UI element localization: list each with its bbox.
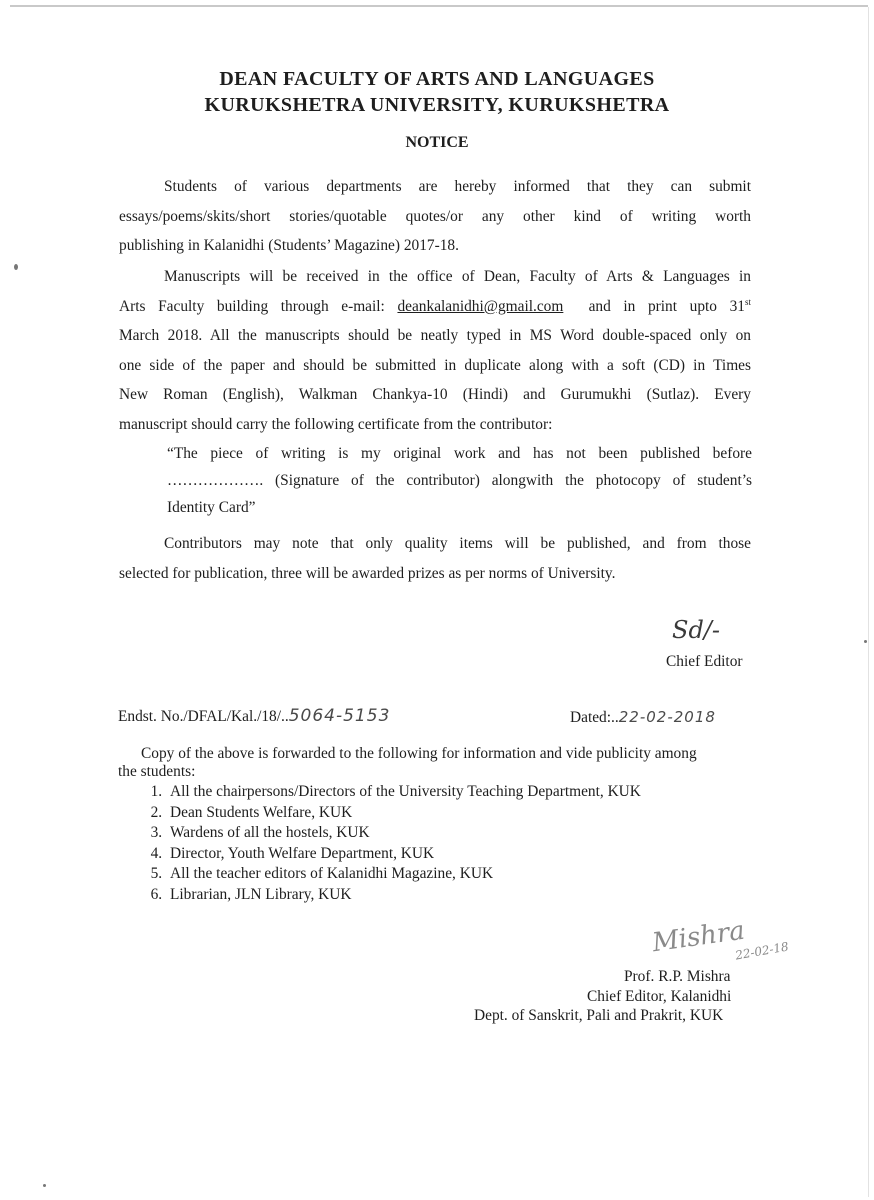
paragraph-2-line: manuscript should carry the following certificate from the contributor: [119,415,553,433]
paragraph-1-line: publishing in Kalanidhi (Students’ Magazine) 2017-18. [119,237,459,254]
handwritten-sd-mark: Sd/- [672,616,720,644]
paragraph-2-line [119,292,751,322]
paragraph-2-line: Manuscripts will be received in the office of Dean, Faculty of Arts & Languages in [164,268,751,285]
quote-line: Identity Card” [167,499,256,516]
chief-editor-label: Chief Editor [666,653,743,670]
paragraph-1 [119,172,751,261]
endorsement-label: Endst. No./DFAL/Kal./18/.. [118,708,289,725]
paragraph-3-line: Contributors may note that only quality items will be published, and from those [164,535,751,552]
deadline-text: and in print upto 31 [588,297,745,315]
forward-intro-line: Copy of the above is forwarded to the following for information and vide publicity among [141,745,697,762]
quote-line: “The piece of writing is my original work and has not been published before [167,445,752,462]
paragraph-2-line: March 2018. All the manuscripts should be neatly typed in MS Word double-spaced only on [119,327,751,344]
recipient-item: 3. Wardens of all the hostels, KUK [166,823,641,844]
university-heading: KURUKSHETRA UNIVERSITY, KURUKSHETRA [204,94,670,116]
paragraph-3 [119,529,751,588]
signatory-department: Dept. of Sanskrit, Pali and Prakrit, KUK [474,1007,724,1024]
paragraph-1-line: essays/poems/skits/short stories/quotable quotes/or any other kind of writing worth [119,207,751,225]
scan-top-edge [10,5,868,7]
quote-line: ………………. (Signature of the contributor) alongwith the photocopy of student’s [167,472,752,489]
dated-label: Dated:.. [570,709,619,726]
signatory-title: Chief Editor, Kalanidhi [587,988,732,1005]
dated-value: 22-02-2018 [618,708,716,726]
scan-right-edge [868,7,869,1197]
email-link[interactable]: deankalanidhi@gmail.com [397,297,564,315]
recipient-item: 4. Director, Youth Welfare Department, KUK [166,844,641,865]
paragraph-2 [119,262,751,439]
ordinal-suffix: st [744,296,751,307]
forward-intro-line: the students: [118,763,196,780]
paragraph-3-line: selected for publication, three will be awarded prizes as per norms of University. [119,564,616,582]
scan-speck [864,640,867,643]
recipient-list [118,782,641,905]
signatory-name: Prof. R.P. Mishra [624,968,731,985]
recipient-item: 6. Librarian, JLN Library, KUK [166,885,641,906]
signature-date: 22-02-18 [734,939,790,963]
recipient-item: 5. All the teacher editors of Kalanidhi Magazine, KUK [166,864,641,885]
endorsement-line [118,706,390,726]
paragraph-2-line: New Roman (English), Walkman Chankya-10 (Hindi) and Gurumukhi (Sutlaz). Every [119,386,751,403]
scan-speck [43,1184,46,1187]
handwritten-signature: Mishra [650,915,747,959]
dated-line [570,708,716,727]
email-intro: Arts Faculty building through e-mail: [119,297,385,315]
notice-title: NOTICE [405,134,469,151]
paragraph-1-line: Students of various departments are hereby informed that they can submit [164,178,751,195]
paragraph-2-line: one side of the paper and should be submitted in duplicate along with a soft (CD) in Times [119,356,751,374]
scan-speck [14,264,18,270]
recipient-item: 2. Dean Students Welfare, KUK [166,803,641,824]
faculty-heading: DEAN FACULTY OF ARTS AND LANGUAGES [219,68,655,90]
recipient-item: 1. All the chairpersons/Directors of the University Teaching Department, KUK [166,782,641,803]
certificate-quote [167,440,752,521]
endorsement-number: 5064-5153 [288,706,391,726]
